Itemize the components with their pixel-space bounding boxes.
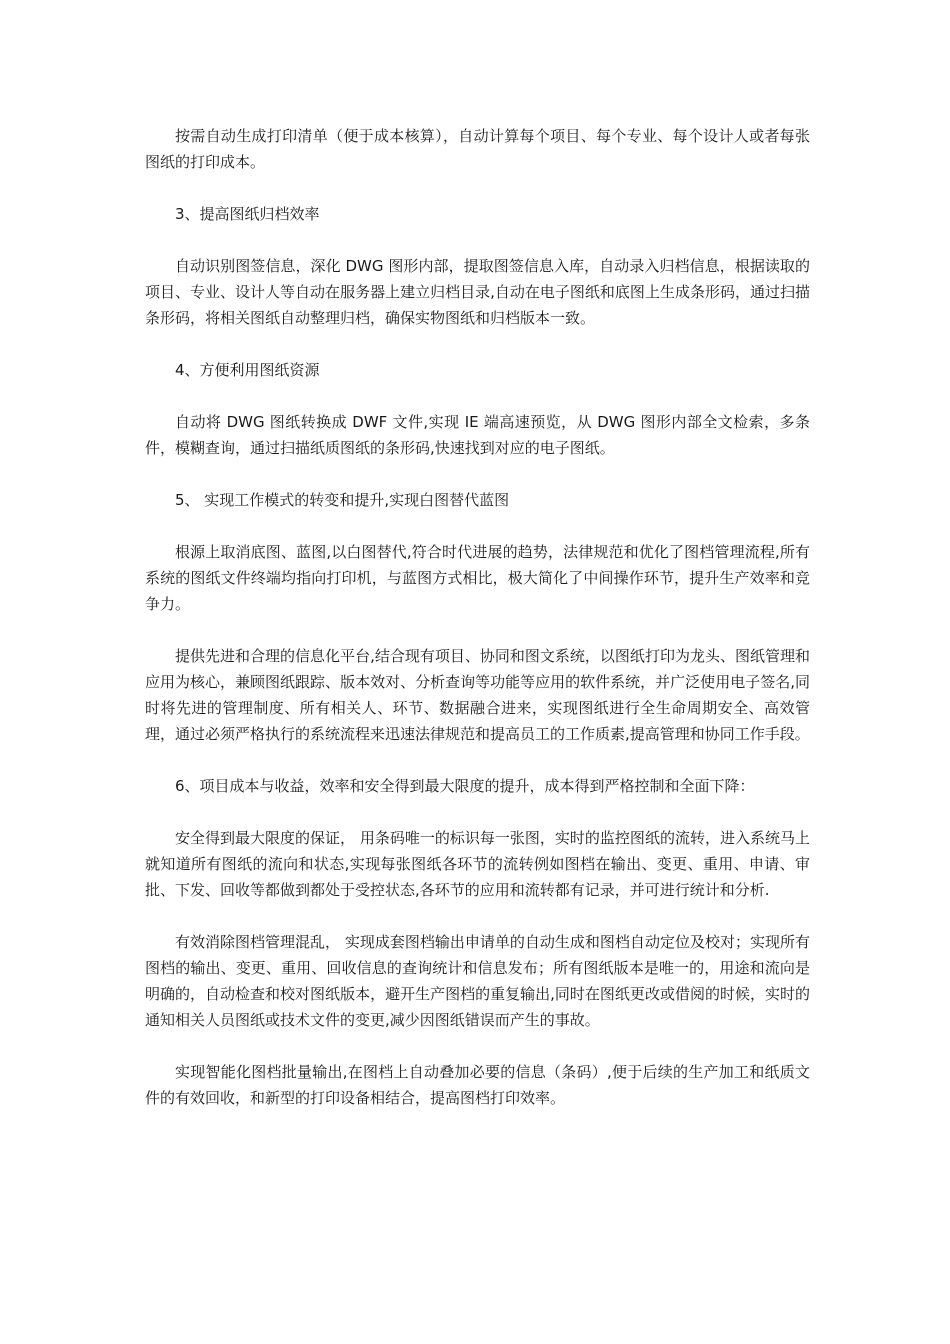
document-body bbox=[145, 123, 810, 1137]
paragraph-archive: 自动识别图签信息，深化 DWG 图形内部，提取图签信息入库，自动录入归档信息，根据读取的项目、专业、设计人等自动在服务器上建立归档目录,自动在电子图纸和底图上生成条形码，通过扫描条形码，将相关图纸自动整理归档，确保实物图纸和归档版本一致。 bbox=[145, 257, 810, 327]
section-heading-4: 4、方便利用图纸资源 bbox=[175, 361, 320, 379]
paragraph-resources: 自动将 DWG 图纸转换成 DWF 文件,实现 IE 端高速预览，从 DWG 图形内部全文检索，多条件，模糊查询，通过扫描纸质图纸的条形码,快速找到对应的电子图纸。 bbox=[145, 413, 810, 457]
section-heading-3: 3、提高图纸归档效率 bbox=[175, 205, 320, 223]
paragraph-batch-output: 实现智能化图档批量输出,在图档上自动叠加必要的信息（条码）,便于后续的生产加工和纸质文件的有效回收，和新型的打印设备相结合，提高图档打印效率。 bbox=[145, 1063, 810, 1107]
paragraph-white-print: 根源上取消底图、蓝图,以白图替代,符合时代进展的趋势，法律规范和优化了图档管理流程,所有系统的图纸文件终端均指向打印机，与蓝图方式相比，极大简化了中间操作环节，提升生产效率和竞争力。 bbox=[145, 543, 810, 613]
paragraph-management: 有效消除图档管理混乱， 实现成套图档输出申请单的自动生成和图档自动定位及校对；实现所有图档的输出、变更、重用、回收信息的查询统计和信息发布；所有图纸版本是唯一的，用途和流向是明确的，自动检查和校对图纸版本，避开生产图档的重复输出,同时在图纸更改或借阅的时候，实时的通知相关人员图纸或技术文件的变更,减少因图纸错误而产生的事故。 bbox=[145, 933, 810, 1029]
section-heading-5: 5、 实现工作模式的转变和提升,实现白图替代蓝图 bbox=[175, 491, 510, 509]
paragraph-print-list: 按需自动生成打印清单（便于成本核算），自动计算每个项目、每个专业、每个设计人或者每张图纸的打印成本。 bbox=[145, 127, 810, 171]
section-heading-6: 6、项目成本与收益，效率和安全得到最大限度的提升，成本得到严格控制和全面下降： bbox=[175, 777, 755, 795]
paragraph-security: 安全得到最大限度的保证， 用条码唯一的标识每一张图，实时的监控图纸的流转，进入系统马上就知道所有图纸的流向和状态,实现每张图纸各环节的流转例如图档在输出、变更、重用、申请、审批、下发、回收等都做到都处于受控状态,各环节的应用和流转都有记录，并可进行统计和分析. bbox=[145, 829, 810, 899]
paragraph-platform: 提供先进和合理的信息化平台,结合现有项目、协同和图文系统，以图纸打印为龙头、图纸管理和应用为核心，兼顾图纸跟踪、版本效对、分析查询等功能等应用的软件系统，并广泛使用电子签名,同时将先进的管理制度、所有相关人、环节、数据融合进来，实现图纸进行全生命周期安全、高效管理，通过必须严格执行的系统流程来迅速法律规范和提高员工的工作质素,提高管理和协同工作手段。 bbox=[145, 647, 810, 743]
